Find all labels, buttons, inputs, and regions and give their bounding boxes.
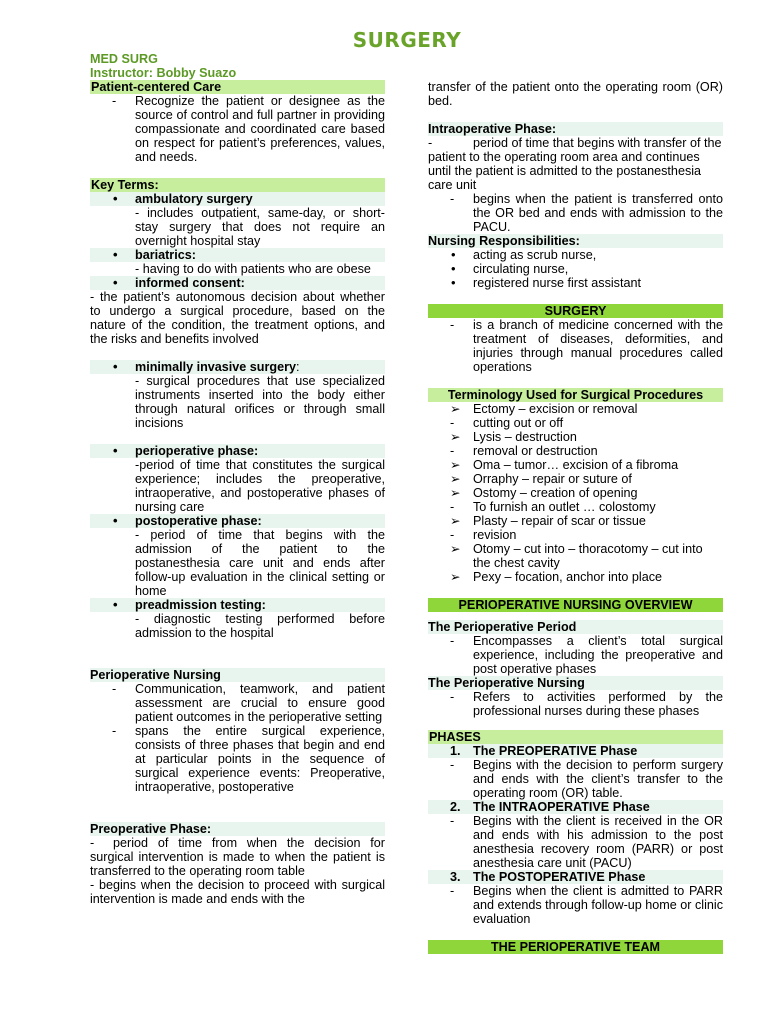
list-item: - spans the entire surgical experience, consists of three phases that begin and end at particular points in the sequence of surgical experience events: Preoperative, intraoperative, postoperative [112,724,385,794]
term-informed-consent: • informed consent: [90,276,385,290]
phase-title: 2. The INTRAOPERATIVE Phase [428,800,723,814]
preop-continued: transfer of the patient onto the operating room (OR) bed. [428,80,723,108]
terminology-item: - removal or destruction [450,444,598,458]
heading-perioperative-nursing-right: The Perioperative Nursing [428,676,723,690]
intraop-definition: - period of time that begins with transfer of the [428,136,722,150]
heading-nursing-responsibilities: Nursing Responsibilities: [428,234,723,248]
terminology-item: - cutting out or off [450,416,564,430]
phase-title: 3. The POSTOPERATIVE Phase [428,870,723,884]
intraop-definition-continued: patient to the operating room area and continues until the patient is admitted to the postanesthesia care unit [428,150,702,192]
page-title: SURGERY [352,28,462,52]
heading-surgery: SURGERY [428,304,723,318]
terminology-item: ➢ Pexy – focation, anchor into place [450,570,663,584]
heading-terminology: Terminology Used for Surgical Procedures [428,388,723,402]
right-column [428,80,723,954]
terminology-item: ➢ Orraphy – repair or suture of [450,472,632,486]
term-definition: - having to do with patients who are obese [135,262,371,276]
preop-definition: - period of time from when the decision for surgical intervention is made to when the patient is transferred to the operating room table [90,836,385,878]
heading-phases: PHASES [428,730,723,744]
terminology-item: ➢ Plasty – repair of scar or tissue [450,514,646,528]
heading-patient-centered: Patient-centered Care [90,80,385,94]
term-bariatrics: • bariatrics: [90,248,385,262]
term-minimally-invasive: • minimally invasive surgery: [90,360,385,374]
term-definition: - period of time that begins with the admission of the patient to the postanesthesia care unit and ends after follow-up evaluation in the clinical setting or home [135,528,385,598]
phase-description: - Begins with the decision to perform surgery and ends with the client’s transfer to the operating room (OR) table. [450,758,723,800]
instructor-name: Instructor: Bobby Suazo [90,66,237,80]
terminology-item: ➢ Lysis – destruction [450,430,577,444]
term-perioperative-phase: • perioperative phase: [90,444,385,458]
heading-preoperative-phase: Preoperative Phase: [90,822,385,836]
list-item: • acting as scrub nurse, [451,247,597,262]
term-definition: -period of time that constitutes the surgical experience; includes the preoperative, intraoperative, and postoperative phases of nursing care [135,458,385,514]
heading-key-terms: Key Terms: [90,178,385,192]
list-item: • circulating nurse, [451,261,569,276]
heading-intraoperative-phase: Intraoperative Phase: [428,122,723,136]
phase-title: 1. The PREOPERATIVE Phase [428,744,723,758]
list-item: - Recognize the patient or designee as the source of control and full partner in providing compassionate and coordinated care based on respect for patient’s preferences, values, and needs. [112,94,385,164]
terminology-item: ➢ Ostomy – creation of opening [450,486,638,500]
terminology-item: ➢ Oma – tumor… excision of a fibroma [450,458,679,472]
term-definition: - surgical procedures that use specialized instruments inserted into the body either through natural orifices or through small incisions [135,374,385,430]
term-preadmission-testing: • preadmission testing: [90,598,385,612]
left-column [90,52,385,906]
term-definition: - the patient’s autonomous decision about whether to undergo a surgical procedure, based on the nature of the condition, the treatment options, and the risks and benefits involved [90,290,385,346]
list-item: - Refers to activities performed by the professional nurses during these phases [450,690,723,718]
list-item: - is a branch of medicine concerned with the treatment of diseases, deformities, and injuries through manual procedures called operations [450,318,723,374]
list-item: - begins when the patient is transferred onto the OR bed and ends with admission to the PACU. [450,192,723,234]
heading-overview: PERIOPERATIVE NURSING OVERVIEW [428,598,723,612]
terminology-item: ➢ Otomy – cut into – thoracotomy – cut into the chest cavity [450,542,703,570]
terminology-item: - To furnish an outlet … colostomy [450,500,656,514]
list-item: - Communication, teamwork, and patient assessment are crucial to ensure good patient outcomes in the perioperative setting [112,682,385,724]
course-name: MED SURG [90,52,158,66]
preop-begins: - begins when the decision to proceed with surgical intervention is made and ends with the [90,878,385,906]
heading-perioperative-nursing: Perioperative Nursing [90,668,385,682]
terminology-item: - revision [450,528,517,542]
heading-perioperative-team: THE PERIOPERATIVE TEAM [428,940,723,954]
term-postoperative-phase: • postoperative phase: [90,514,385,528]
phase-description: - Begins when the client is admitted to PARR and extends through follow-up home or clinic evaluation [450,884,723,926]
terminology-item: ➢ Ectomy – excision or removal [450,402,638,416]
list-item: - Encompasses a client’s total surgical experience, including the preoperative and post operative phases [450,634,723,676]
phase-description: - Begins with the client is received in the OR and ends with his admission to the post anesthesia recovery room (PARR) or post anesthesia care unit (PACU) [450,814,723,870]
list-item: • registered nurse first assistant [451,275,641,290]
term-definition: - diagnostic testing performed before admission to the hospital [135,612,385,640]
heading-perioperative-period: The Perioperative Period [428,620,723,634]
term-ambulatory-surgery: • ambulatory surgery [90,192,385,206]
term-definition: - includes outpatient, same-day, or short-stay surgery that does not require an overnight hospital stay [135,206,385,248]
